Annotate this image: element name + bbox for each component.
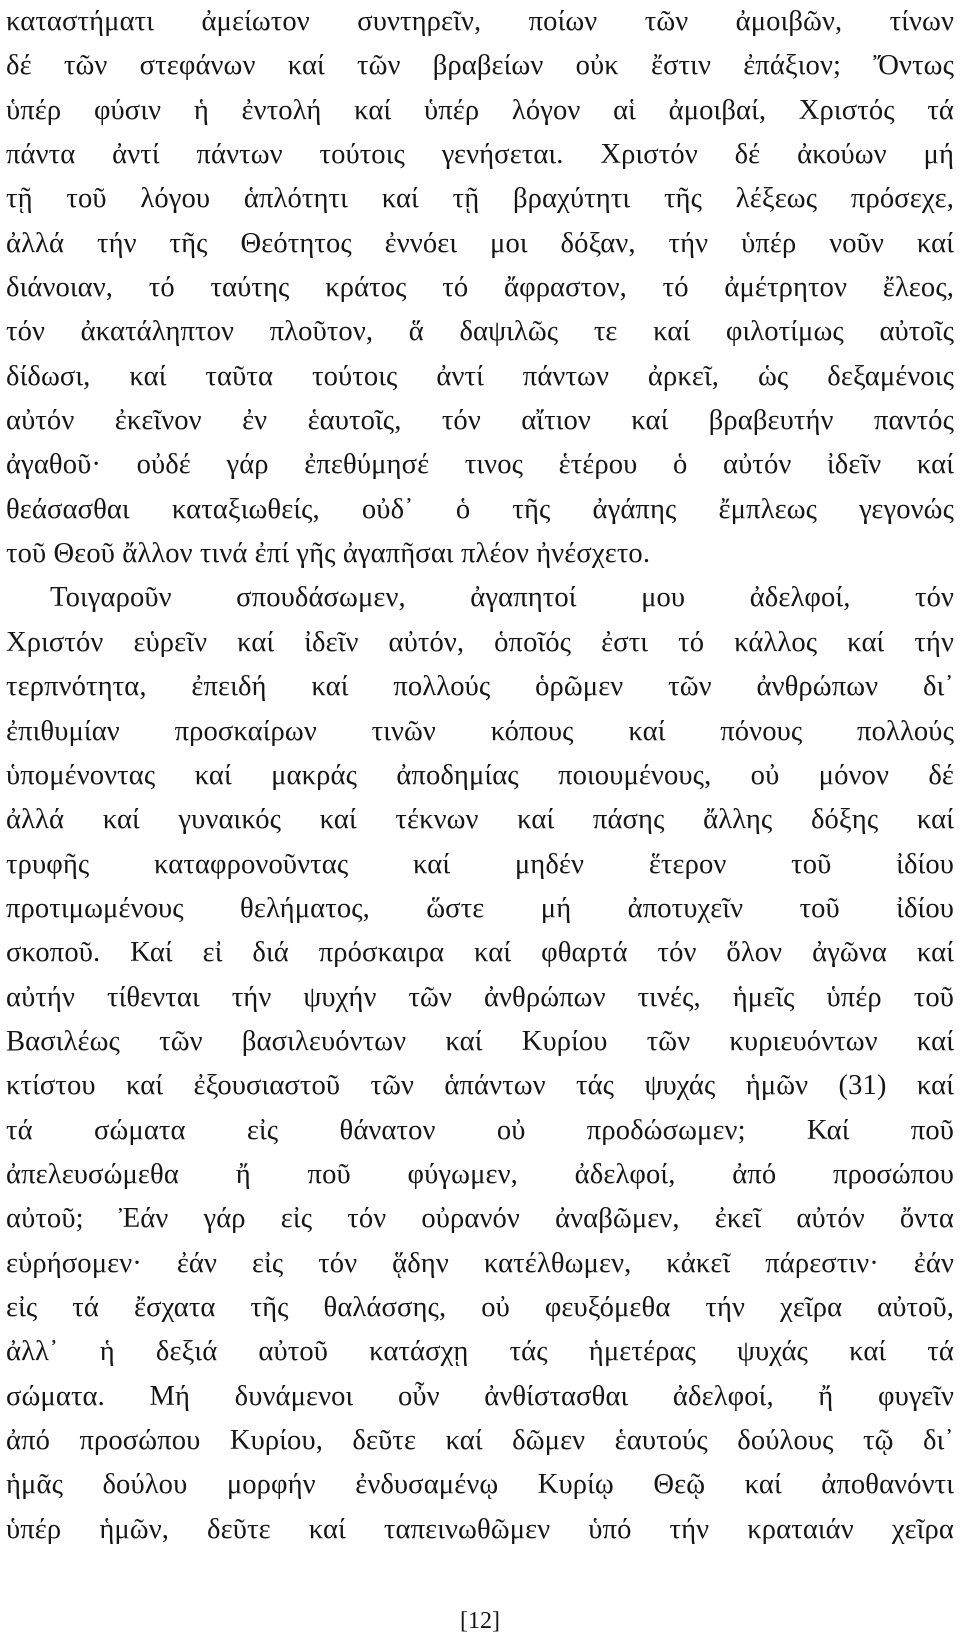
text-line: εὑρήσομεν· ἐάν εἰς τόν ᾅδην κατέλθωμεν, κἀκεῖ πάρεστιν· ἐάν (6, 1247, 954, 1279)
text-line: τά σώματα εἰς θάνατον οὐ προδώσωμεν; Καί ποῦ (6, 1114, 954, 1146)
page-number: [12] (460, 1608, 500, 1634)
text-line: διάνοιαν, τό ταύτης κράτος τό ἄφραστον, τό ἀμέτρητον ἔλεος, (6, 272, 954, 304)
text-line: σκοποῦ. Καί εἰ διά πρόσκαιρα καί φθαρτά τόν ὅλον ἀγῶνα καί (6, 937, 954, 969)
text-line: ἀλλ᾽ ἡ δεξιά αὐτοῦ κατάσχῃ τάς ἡμετέρας ψυχάς καί τά (6, 1336, 954, 1368)
text-line: ἐπιθυμίαν προσκαίρων τινῶν κόπους καί πόνους πολλούς (6, 715, 954, 747)
text-line: σώματα. Μή δυνάμενοι οὖν ἀνθίστασθαι ἀδελφοί, ἤ φυγεῖν (6, 1380, 954, 1412)
text-line: δίδωσι, καί ταῦτα τούτοις ἀντί πάντων ἀρκεῖ, ὡς δεξαμένοις (6, 360, 954, 392)
text-line: δέ τῶν στεφάνων καί τῶν βραβείων οὐκ ἔστιν ἐπάξιον; Ὄντως (6, 50, 954, 82)
text-line: Βασιλέως τῶν βασιλευόντων καί Κυρίου τῶν κυριευόντων καί (6, 1025, 954, 1057)
paragraph-end-line: τοῦ Θεοῦ ἄλλον τινά ἐπί γῆς ἀγαπῆσαι πλέον ἠνέσχετο. (6, 538, 651, 570)
text-line: ἀλλά καί γυναικός καί τέκνων καί πάσης ἄλλης δόξης καί (6, 804, 954, 836)
text-line: καταστήματι ἀμείωτον συντηρεῖν, ποίων τῶν ἀμοιβῶν, τίνων (6, 6, 954, 37)
text-line: ἀλλά τήν τῆς Θεότητος ἐννόει μοι δόξαν, τήν ὑπέρ νοῦν καί (6, 227, 954, 259)
text-line: ἀπό προσώπου Κυρίου, δεῦτε καί δῶμεν ἑαυτούς δούλους τῷ δι᾽ (6, 1425, 954, 1456)
text-line: προτιμωμένους θελήματος, ὥστε μή ἀποτυχεῖν τοῦ ἰδίου (6, 892, 954, 924)
text-line: κτίστου καί ἐξουσιαστοῦ τῶν ἁπάντων τάς ψυχάς ἡμῶν (31) καί (6, 1070, 954, 1102)
text-line: τρυφῆς καταφρονοῦντας καί μηδέν ἕτερον τοῦ ἰδίου (6, 848, 954, 880)
text-line: τερπνότητα, ἐπειδή καί πολλούς ὁρῶμεν τῶν ἀνθρώπων δι᾽ (6, 671, 954, 703)
text-line: ὑπομένοντας καί μακράς ἀποδημίας ποιουμένους, οὐ μόνον δέ (6, 759, 954, 791)
text-line: αὐτοῦ; Ἐάν γάρ εἰς τόν οὐρανόν ἀναβῶμεν, ἐκεῖ αὐτόν ὄντα (6, 1203, 954, 1235)
text-line: ἡμᾶς δούλου μορφήν ἐνδυσαμένῳ Κυρίῳ Θεῷ καί ἀποθανόντι (6, 1469, 954, 1501)
text-line: αὐτήν τίθενται τήν ψυχήν τῶν ἀνθρώπων τινές, ἡμεῖς ὑπέρ τοῦ (6, 981, 954, 1013)
text-line: τῇ τοῦ λόγου ἁπλότητι καί τῇ βραχύτητι τῆς λέξεως πρόσεχε, (6, 183, 954, 215)
text-line: ἀγαθοῦ· οὐδέ γάρ ἐπεθύμησέ τινος ἑτέρου ὁ αὐτόν ἰδεῖν καί (6, 449, 954, 481)
text-line: τόν ἀκατάληπτον πλοῦτον, ἅ δαψιλῶς τε καί φιλοτίμως αὐτοῖς (6, 316, 954, 348)
text-line: εἰς τά ἔσχατα τῆς θαλάσσης, οὐ φευξόμεθα τήν χεῖρα αὐτοῦ, (6, 1291, 954, 1323)
text-line: πάντα ἀντί πάντων τούτοις γενήσεται. Χριστόν δέ ἀκούων μή (6, 139, 954, 171)
paragraph-start-line: Τοιγαροῦν σπουδάσωμεν, ἀγαπητοί μου ἀδελφοί, τόν (50, 582, 954, 614)
body-text (6, 0, 954, 1552)
text-line: ἀπελευσώμεθα ἤ ποῦ φύγωμεν, ἀδελφοί, ἀπό προσώπου (6, 1158, 954, 1190)
text-line: θεάσασθαι καταξιωθείς, οὐδ᾽ ὁ τῆς ἀγάπης ἔμπλεως γεγονώς (6, 493, 954, 525)
text-line: ὑπέρ ἡμῶν, δεῦτε καί ταπεινωθῶμεν ὑπό τήν κραταιάν χεῖρα (6, 1513, 954, 1545)
text-line: Χριστόν εὑρεῖν καί ἰδεῖν αὐτόν, ὁποῖός ἐστι τό κάλλος καί τήν (6, 626, 954, 658)
text-line: ὑπέρ φύσιν ἡ ἐντολή καί ὑπέρ λόγον αἱ ἀμοιβαί, Χριστός τά (6, 94, 954, 126)
text-line: αὐτόν ἐκεῖνον ἐν ἑαυτοῖς, τόν αἴτιον καί βραβευτήν παντός (6, 405, 954, 437)
